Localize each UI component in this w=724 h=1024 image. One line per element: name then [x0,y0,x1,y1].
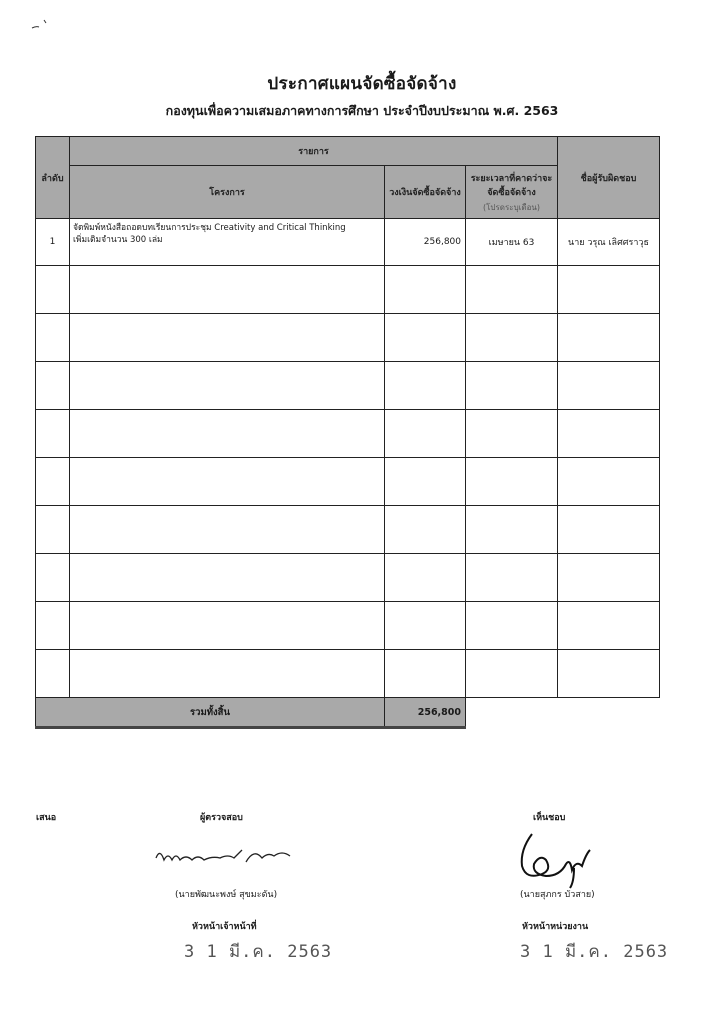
checker-signature [150,838,300,872]
header-no: ลำดับ [36,137,70,219]
checker-label: ผู้ตรวจสอบ [200,813,243,823]
total-label: รวมทั้งสิ้น [36,698,385,728]
header-budget: วงเงินจัดซื้อจัดจ้าง [385,166,466,219]
row-period: เมษายน 63 [466,219,558,266]
table-row-empty [36,506,660,554]
approver-label: เห็นชอบ [533,813,566,823]
header-items-group: รายการ [70,137,558,166]
checker-date-stamp: 3 1 มี.ค. 2563 [184,942,333,962]
total-value: 256,800 [385,698,466,728]
row-project-line1: จัดพิมพ์หนังสือถอดบทเรียนการประชุม Creativity and Critical Thinking [73,223,346,233]
header-period-note: (โปรดระบุเดือน) [483,202,540,212]
header-owner: ชื่อผู้รับผิดชอบ [558,137,660,219]
row-budget: 256,800 [385,219,466,266]
table-row-empty [36,266,660,314]
document-subtitle: กองทุนเพื่อความเสมอภาคทางการศึกษา ประจำปีงบประมาณ พ.ศ. 2563 [165,103,559,118]
row-project [70,219,385,266]
header-period-line1: ระยะเวลาที่คาดว่าจะ [470,173,553,184]
scan-mark [30,18,50,32]
row-project-line2: เพิ่มเติมจำนวน 300 เล่ม [73,235,163,245]
checker-role: หัวหน้าเจ้าหน้าที่ [192,922,257,932]
procurement-plan-table [35,136,660,729]
table-row-empty [36,362,660,410]
row-owner: นาย วรุณ เลิศศราวุธ [558,219,660,266]
table-row [36,219,660,266]
header-project: โครงการ [70,166,385,219]
approver-signature [512,830,602,890]
header-period [466,166,558,219]
checker-name: (นายพัฒนะพงษ์ สุขมะดัน) [175,890,278,900]
propose-label: เสนอ [36,813,57,823]
table-row-empty [36,554,660,602]
row-no: 1 [36,219,70,266]
total-row [36,698,660,728]
approver-role: หัวหน้าหน่วยงาน [522,922,589,932]
approver-name: (นายสุภกร บัวสาย) [520,890,595,900]
table-row-empty [36,650,660,698]
table-row-empty [36,458,660,506]
table-row-empty [36,602,660,650]
table-row-empty [36,314,660,362]
header-period-line2: จัดซื้อจัดจ้าง [487,187,536,198]
document-title: ประกาศแผนจัดซื้อจัดจ้าง [267,74,457,94]
approver-date-stamp: 3 1 มี.ค. 2563 [520,942,669,962]
table-row-empty [36,410,660,458]
